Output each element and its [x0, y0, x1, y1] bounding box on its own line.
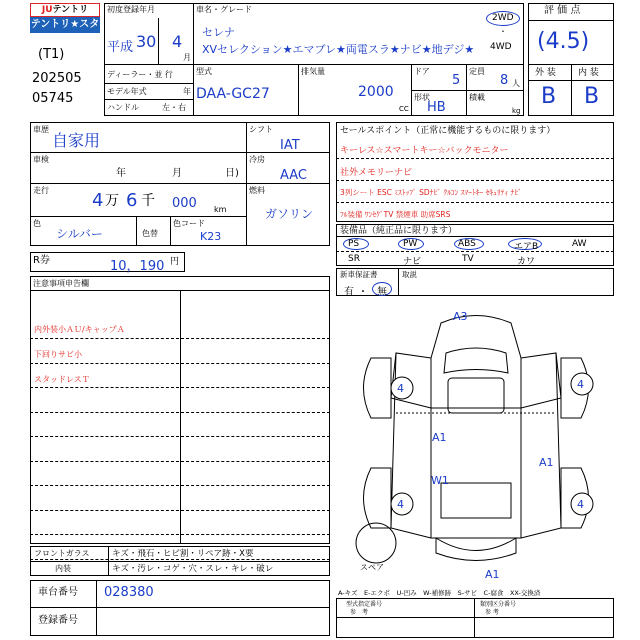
- drive-2wd: 2WD: [492, 13, 514, 23]
- exterior-label: 外 装: [535, 68, 556, 78]
- drive-dot: ・: [499, 27, 507, 36]
- registration-era: 平成: [107, 40, 134, 55]
- mark-left-rear: W1: [431, 474, 449, 487]
- equip-tv: TV: [462, 254, 474, 264]
- mark-rear: A1: [485, 568, 500, 581]
- right-side: [521, 353, 561, 538]
- usage-value: 自家用: [52, 131, 101, 150]
- rear-bumper: [436, 538, 516, 561]
- sales-point-3: 3列シート ESC ﾐｽﾄｯﾌﾟ SDﾅﾋﾞ ｸﾙｺﾝ ｽﾏｰﾄｷｰ ｾｷｭﾘﾃｨ ﾅﾋﾞ: [340, 188, 522, 197]
- color-value: シルバー: [56, 227, 103, 241]
- sales-point-2: 社外メモリーナビ: [340, 168, 413, 178]
- displacement-unit: CC: [399, 105, 409, 113]
- inspection-year: 年: [116, 168, 126, 179]
- door-value: 5: [452, 73, 461, 88]
- attention-rule: [30, 436, 330, 437]
- recycle-label: R券: [33, 255, 50, 266]
- manual-label: 取説: [402, 270, 417, 279]
- mark-tire-rl: 4: [397, 498, 404, 511]
- equip-abs: ABS: [458, 239, 476, 249]
- attention-rule: [30, 461, 330, 462]
- attention-rule: [30, 363, 330, 364]
- warranty-sep: ・: [358, 287, 368, 298]
- mark-tire-fr: 4: [577, 378, 584, 391]
- interior-score: B: [584, 84, 600, 109]
- color-code-label: 色コード: [173, 219, 205, 228]
- mileage-man: 万: [105, 193, 119, 209]
- interior-cond-label: 内装: [55, 564, 71, 573]
- attention-rule: [30, 387, 330, 388]
- sales-point-1: キーレス☆スマートキー☆バックモニター: [340, 146, 509, 156]
- equip-pw: PW: [403, 239, 418, 249]
- mileage-ten-thousands: 4: [92, 190, 104, 211]
- mileage-hundreds: 000: [172, 196, 197, 211]
- handle-value: 左・右: [162, 103, 186, 112]
- warranty-yes: 有: [344, 287, 354, 298]
- spare-tire: [356, 523, 396, 563]
- capacity-value: 8: [500, 73, 509, 88]
- windshield: [444, 348, 508, 373]
- mileage-sen: 千: [141, 193, 155, 209]
- score-value: (4.5): [537, 29, 590, 54]
- attention-rule: [30, 510, 330, 511]
- dealer-label: ディーラー・並 行: [107, 70, 173, 79]
- equipment-label: 装備品（純正品に限ります）: [340, 226, 458, 236]
- sales-points-label: セールスポイント（正常に機能するものに限ります）: [340, 126, 556, 136]
- mark-left-mid: A1: [432, 431, 447, 444]
- warranty-label: 新車保証書: [340, 270, 378, 279]
- capacity-unit: 人: [512, 79, 520, 88]
- right-front-side: [521, 353, 561, 408]
- color-code-value: K23: [200, 230, 222, 243]
- attention-note-1: 内外装小ＡＵ/キャップＡ: [34, 325, 125, 334]
- drive-4wd: 4WD: [490, 42, 512, 52]
- left-rear-panel: [364, 468, 392, 528]
- lot-id-1: 202505: [32, 71, 82, 86]
- lot-id-2: 05745: [32, 91, 74, 106]
- load-unit: kg: [512, 107, 521, 115]
- aircon-label: 冷房: [249, 155, 265, 164]
- fuel-value: ガソリン: [265, 207, 314, 221]
- load-label: 積載: [469, 93, 485, 102]
- mark-tire-rr: 4: [577, 498, 584, 511]
- attention-rule: [30, 338, 330, 339]
- equip-leather: カワ: [517, 257, 536, 267]
- logo-bottom: テントリ★スター: [30, 19, 100, 46]
- month-unit: 月: [183, 53, 191, 62]
- displacement-value: 2000: [358, 84, 394, 100]
- recycle-unit: 円: [170, 257, 180, 267]
- mark-tire-fl: 4: [397, 382, 404, 395]
- glass-label: フロントガラス: [34, 549, 90, 558]
- registration-label: 初度登録年月: [107, 5, 155, 14]
- recycle-value: 10，190: [110, 259, 165, 274]
- damage-legend: A-キズ E-エクボ U-凹み W-補修跡 S-サビ C-腐食 XX-交換済: [338, 589, 541, 597]
- company-logo: [30, 3, 100, 46]
- capacity-label: 定員: [469, 67, 485, 76]
- car-name-label: 車名・グレード: [196, 5, 252, 14]
- equip-navi: ナビ: [403, 257, 422, 267]
- logo-top: JUテントリ: [30, 3, 100, 17]
- car-name: セレナ: [202, 26, 235, 39]
- door-label: ドア: [414, 67, 430, 76]
- attention-rule: [30, 485, 330, 486]
- color-change-label: 色替: [142, 229, 158, 238]
- chassis-value: 028380: [104, 585, 154, 600]
- score-label: 評 価 点: [544, 5, 581, 16]
- color-label: 色: [33, 219, 41, 228]
- exterior-score: B: [541, 84, 557, 109]
- sales-point-4: ﾌﾙ装備 ﾜﾝｾｸﾞTV 禁煙車 助席SRS: [340, 210, 451, 219]
- interior-label: 内 装: [578, 68, 599, 78]
- shift-value: IAT: [280, 138, 300, 153]
- aircon-value: AAC: [280, 168, 307, 183]
- attention-note-2: 下回りサビ小: [34, 350, 82, 359]
- type-value: DAA-GC27: [196, 86, 270, 102]
- model-number-ref: 参 考: [350, 609, 369, 616]
- mark-front: A3: [453, 310, 468, 323]
- class-number-ref: 参 考: [485, 609, 499, 616]
- left-front-panel: [364, 358, 392, 418]
- attention-label: 注意事項申告欄: [33, 279, 89, 288]
- model-year-label: モデル年式: [107, 87, 147, 96]
- mileage-label: 走行: [33, 186, 49, 195]
- shape-label: 形状: [414, 93, 430, 102]
- equip-aw: AW: [572, 239, 587, 249]
- displacement-label: 排気量: [301, 67, 325, 76]
- mark-right-mid: A1: [539, 456, 554, 469]
- registration-month: 4: [172, 32, 183, 51]
- inspection-label: 車検: [33, 155, 49, 164]
- car-grade: XVセレクション★エマブレ★両電スラ★ナビ★地デジ★: [202, 43, 475, 56]
- warranty-no: 無: [377, 287, 387, 298]
- type-label: 型式: [196, 67, 212, 76]
- equip-ps: PS: [348, 239, 360, 249]
- attention-rule: [30, 412, 330, 413]
- fuel-label: 燃料: [249, 186, 265, 195]
- shape-value: HB: [427, 100, 446, 115]
- model-number-label: 型式指定番号: [346, 601, 383, 608]
- mileage-unit: km: [214, 205, 227, 214]
- glass-value: キズ・飛石・ヒビ割・リペア跡・X要: [112, 549, 254, 559]
- registration-year: 30: [136, 32, 157, 51]
- car-front-outline: [431, 316, 521, 409]
- interior-cond-value: キズ・汚レ・コゲ・穴・スレ・キレ・破レ: [112, 564, 274, 574]
- class-number-label: 類別区分番号: [480, 601, 517, 608]
- inspection-month: 月: [172, 168, 182, 179]
- attention-note-3: スタッドレスＴ: [34, 375, 90, 384]
- inspection-day: 日): [225, 168, 239, 179]
- rear-roof: [441, 483, 511, 518]
- equip-sr: SR: [348, 254, 360, 264]
- mileage-thousands: 6: [126, 190, 138, 211]
- car-damage-diagram: [336, 298, 614, 584]
- shift-label: シフト: [249, 125, 273, 134]
- year-unit: 年: [183, 87, 191, 96]
- equip-airbag: エアB: [514, 242, 539, 252]
- lot-code: (T1): [38, 47, 65, 62]
- usage-label: 車歴: [33, 125, 49, 134]
- reg-number-label: 登録番号: [38, 615, 78, 626]
- chassis-label: 車台番号: [38, 587, 78, 598]
- spare-label: スペア: [360, 563, 384, 572]
- handle-label: ハンドル: [107, 103, 139, 112]
- attention-rule: [30, 534, 330, 535]
